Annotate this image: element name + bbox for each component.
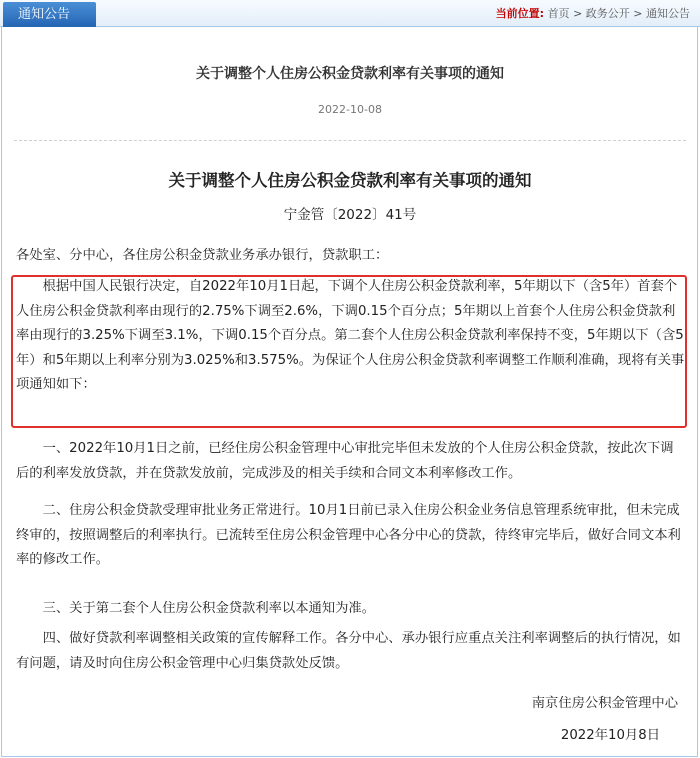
breadcrumb [496, 0, 690, 27]
header-bar [0, 0, 700, 27]
article-date: 2022-10-08 [318, 103, 382, 116]
breadcrumb-item-gov-affairs[interactable]: 政务公开 [585, 7, 630, 20]
paragraph-item-3: 三、关于第二套个人住房公积金贷款利率以本通知为准。 [42, 601, 376, 616]
salutation: 各处室、分中心，各住房公积金贷款业务承办银行，贷款职工： [16, 248, 389, 263]
breadcrumb-item-home[interactable]: 首页 [547, 7, 570, 20]
divider [14, 140, 686, 141]
document-number: 宁金管〔2022〕41号 [283, 207, 417, 223]
signature-date: 2022年10月8日 [560, 728, 660, 743]
paragraph-item-2: 二、住房公积金贷款受理审批业务正常进行。10月1日前已录入住房公积金业务信息管理系统审批，但未完成终审的，按照调整后的利率执行。已流转至住房公积金管理中心各分中心的贷款，待终审完毕后，做好合同文本利率的修改工作。 [16, 503, 681, 567]
paragraph-intro: 根据中国人民银行决定，自2022年10月1日起，下调个人住房公积金贷款利率，5年期以下（含5年）首套个人住房公积金贷款利率由现行的2.75%下调至2.6%，下调0.15个百分点；5年期以上首套个人住房公积金贷款利率由现行的3.25%下调至3.1%，下调0.15个百分点。第二套个人住房公积金贷款利率保持不变，5年期以下（含5年）和5年期以上利率分别为3.025%和3.575%。为保证个人住房公积金贷款利率调整工作顺利准确，现将有关事项通知如下： [16, 279, 685, 392]
paragraph-item-4: 四、做好贷款利率调整相关政策的宣传解释工作。各分中心、承办银行应重点关注利率调整后的执行情况，如有问题，请及时向住房公积金管理中心归集贷款处反馈。 [16, 631, 681, 671]
signature-org: 南京住房公积金管理中心 [531, 696, 678, 711]
highlight-box [11, 275, 687, 428]
notice-heading: 关于调整个人住房公积金贷款利率有关事项的通知 [168, 171, 532, 190]
paragraph-item-1: 一、2022年10月1日之前，已经住房公积金管理中心审批完毕但未发放的个人住房公积金贷款，按此次下调后的利率发放贷款，并在贷款发放前，完成涉及的相关手续和合同文本利率修改工作。 [16, 441, 674, 481]
tab-notices[interactable]: 通知公告 [3, 2, 96, 27]
breadcrumb-item-notices[interactable]: 通知公告 [646, 7, 690, 20]
breadcrumb-label: 当前位置: [495, 7, 545, 20]
article-title: 关于调整个人住房公积金贷款利率有关事项的通知 [196, 66, 504, 82]
breadcrumb-separator: > [573, 7, 583, 20]
breadcrumb-separator: > [633, 7, 643, 20]
